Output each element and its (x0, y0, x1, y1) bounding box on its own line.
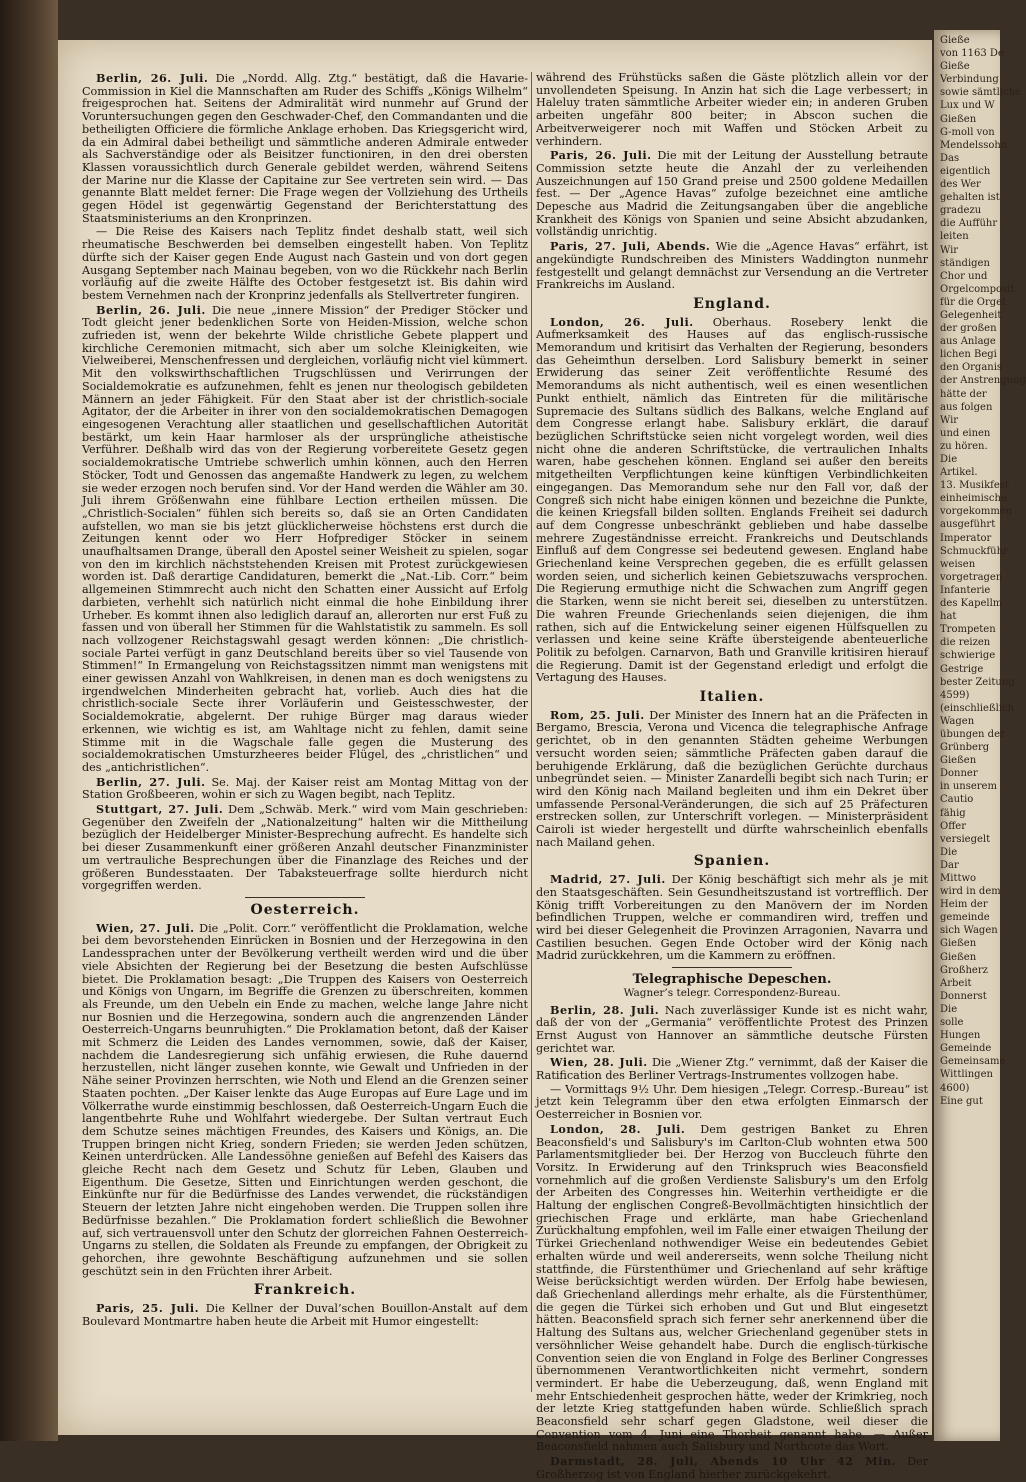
adjacent-page-line: weisen (940, 558, 976, 570)
adjacent-page-line: die reizen (940, 637, 991, 649)
adjacent-page-line: Mittwo (940, 873, 977, 884)
adjacent-page-line: solle (940, 1017, 964, 1029)
adjacent-page-line: leiten (940, 231, 969, 243)
adjacent-page-line: Cautio (940, 794, 974, 806)
adjacent-page-line: die Aufführ (940, 218, 998, 230)
heading-oesterreich: Oesterreich. (250, 902, 360, 918)
adjacent-page-line: des Wer (940, 179, 981, 191)
adjacent-page-line: Imperator (940, 532, 992, 544)
adjacent-page-line: Lux und W (940, 100, 995, 112)
adjacent-page-line: gradezu (940, 205, 982, 217)
adjacent-page-line: hat (940, 611, 957, 623)
adjacent-page-line: vorgetragen (940, 571, 1003, 583)
adjacent-page-line: Gestrige (940, 663, 984, 675)
dateline: Paris, 27. Juli, Abends. (550, 239, 711, 254)
article-paris-25: Paris, 25. Juli. Die Kellner der Duval’schen Bouillon-Anstalt auf dem Boulevard Montmartre haben heute die Arbeit mit Humor eingestellt: (82, 1301, 529, 1328)
adjacent-page-line: Wir (940, 244, 959, 256)
adjacent-page-line: Gemeinde (940, 1043, 992, 1055)
adjacent-page-line: Gießen (940, 755, 977, 767)
adjacent-page-line: für die Orgel (940, 296, 1006, 308)
adjacent-page-line: und einen (940, 427, 991, 439)
adjacent-page-line: Das (940, 152, 960, 164)
article-stuttgart-27: Stuttgart, 27. Juli. Dem „Schwäb. Merk.“ wird vom Main geschrieben: Gegenüber den Zweifeln der „Nationalzeitung“ halten wir die Mittheilung bezüglich der Heidelberger Minister-Besprechung aufrecht. Es handelte sich bei dieser Zusammenkunft einer größeren Anzahl deutscher Finanzminister um vertrauliche Besprechungen über die Finanzlage des Reiches und der größeren Bundesstaaten. Der Tabaksteuerfrage sollte hierdurch nicht vorgegriffen werden. (82, 802, 529, 893)
adjacent-page-line: Heim der (940, 899, 988, 911)
adjacent-page-line: übungen der (940, 728, 1005, 740)
adjacent-page-line: Wittlingen (940, 1069, 993, 1081)
adjacent-page-line: Grünberg (940, 742, 990, 754)
telegram-london-28: London, 28. Juli. Dem gestrigen Banket zu Ehren Beaconsfield's und Salisbury's im Carlton-Club wohnten etwa 500 Parlamentsmitglieder bei. Der Herzog von Buccleuch führte den Vorsitz. In Erwiderung auf den Trinkspruch wies Beaconsfield vornehmlich auf die großen Verdienste Salisbury's um den Erfolg der Arbeiten des Congresses hin. Weiterhin vertheidigte er die Haltung der englischen Congreß-Bevollmächtigten hinsichtlich der griechischen Frage und erklärte, man habe Griechenland Zurückhaltung empfohlen, weil im Falle einer etwaigen Theilung der Türkei Griechenland nothwendiger Weise ein bedeutendes Gebiet erhalten würde und weil andererseits, wenn solche Theilung nicht stattfinde, die Fürstenthümer und Griechenland auf sehr kräftige Weise berücksichtigt werden würden. Der Erfolg habe bewiesen, daß Griechenland allerdings mehr erhalte, als die Fürstenthümer, die gegen die Türkei sich erhoben und Gut und Blut eingesetzt hätten. Beaconsfield sprach sich ferner sehr anerkennend über die Haltung des Sultans aus, welcher Griechenland gegenüber stets in versöhnlicher Weise gehandelt habe. Durch die englisch-türkische Convention seien die von England in Folge des Berliner Congresses übernommenen Verantwortlichkeiten nicht vermehrt, sondern vermindert. Er habe die Ueberzeugung, daß, wenn England mit mehr Entschiedenheit gesprochen hätte, weder der Krimkrieg, noch der letzte Krieg stattgefunden haben würde. Schließlich sprach Beaconsfield sehr scharf gegen Gladstone, weil dieser die Convention vom 4. Juni eine Thorheit genannt habe. — Außer Beaconsfield nahmen auch Salisbury und Northcote das Wort. (536, 1121, 928, 1454)
adjacent-page-line: (einschließlich (940, 702, 1015, 714)
heading-telegraphische-depeschen: Telegraphische Depeschen. (632, 972, 832, 988)
adjacent-page-line: 13. Musikfest (940, 480, 1009, 492)
section-divider (672, 967, 792, 968)
adjacent-page-line: gemeinde (940, 912, 990, 924)
telegram-wien-28: Wien, 28. Juli. Die „Wiener Ztg.“ vernimmt, daß der Kaiser die Ratification des Berliner Vertrags-Instrumentes vollzogen habe. (536, 1055, 928, 1083)
adjacent-page-line: G-moll von (940, 126, 995, 138)
article-berlin-26-havarie: Berlin, 26. Juli. Die „Nordd. Allg. Ztg.“ bestätigt, daß die Havarie-Commission in Kiel die Mannschaften am Ruder des Schiffs „Königs Wilhelm“ freigesprochen hat. Seitens der Admiralität wird nunmehr auf Grund der Voruntersuchungen gegen den Geschwader-Chef, den Commandanten und die betheiligten Officiere die förmliche Anklage erhoben. Das Kriegsgericht wird, da ein Admiral dabei betheiligt und sämmtliche anderen Admirale entweder als Sachverständige oder als Beisitzer functioniren, in den drei obersten Klassen voraussichtlich durch Generale gebildet werden, während Seitens der Marine nur die Klasse der Capitaine zur See vertreten sein wird. — Das genannte Blatt meldet ferner: Die Frage wegen der Vollziehung des Urtheils gegen Hödel ist gegenwärtig Gegenstand der Berichterstattung des Staatsministeriums an den Kronprinzen. (82, 71, 528, 225)
dateline: Berlin, 28. Juli. (550, 1002, 660, 1017)
adjacent-page-line: Die (940, 846, 958, 858)
adjacent-page-line: Gießen (940, 951, 977, 963)
article-rom-25: Rom, 25. Juli. Der Minister des Innern hat an die Präfecten in Bergamo, Brescia, Verona und Vicenca die telegraphische Anfrage gerichtet, ob in den genannten Städten geheime Werbungen versucht worden seien; sämmtliche Präfecten gaben darauf die beruhigende Erklärung, daß die bezüglichen Gerüchte durchaus unbegründet seien. — Minister Zanardelli begibt sich nach Turin; er wird den König nach Mailand begleiten und ihm ein Dekret über umfassende Personal-Veränderungen, die sich auf 25 Präfecturen erstrecken sollen, zur Unterschrift vorlegen. — Ministerpräsident Cairoli ist wieder hergestellt und dürfte wahrscheinlich ebenfalls nach Mailand gehen. (536, 707, 928, 849)
article-wien-27: Wien, 27. Juli. Die „Polit. Corr.“ veröffentlicht die Proklamation, welche bei dem bevorstehenden Einrücken in Bosnien und der Herzegowina in den Landessprachen unter der Bevölkerung vertheilt werden wird und die über viele Absichten der Regierung bei der Besetzung die besten Aufschlüsse bietet. Die Proklamation besagt: „Die Truppen des Kaisers von Oesterreich und Königs von Ungarn, im Begriffe die Grenzen zu überschreiten, kommen als Freunde, um den Uebeln ein Ende zu machen, welche lange Jahre nicht nur Bosnien und die Herzegowina, sondern auch die angrenzenden Länder Oesterreich-Ungarns beunruhigten.“ Die Proklamation betont, daß der Kaiser mit Schmerz die Leiden des Landes vernommen, sowie, daß der Kaiser, nachdem die Landesregierung sich unfähig erwiesen, die Ruhe dauernd herzustellen, nicht länger zusehen konnte, wie Gewalt und Unfrieden in der Nähe seiner Provinzen herrschten, wie Noth und Elend an die Grenzen seiner Staaten pochten. „Der Kaiser lenkte das Auge Europas auf Eure Lage und im Völkerrathe wurde einstimmig beschlossen, daß Oesterreich-Ungarn Euch die langentbehrte Ruhe und Wohlfahrt wiedergebe. Der Sultan vertraut Euch dem Schutze seines mächtigen Freundes, des Kaisers und Königs, an. Die Truppen bringen nicht Krieg, sondern Frieden; sie werden Jeden schützen, Keinen unterdrücken. Alle Landessöhne genießen auf Befehl des Kaisers das gleiche Recht nach dem Gesetz und Schutz für Leben, Glauben und Eigenthum. Die Gesetze, Sitten und Einrichtungen werden geschont, die Einkünfte nur für die Bedürfnisse des Landes verwendet, die rückständigen Steuern der letzten Jahre nicht eingehoben werden. Die Truppen sollen ihre Bedürfnisse bezahlen.“ Die Proklamation fordert schließlich die Bewohner auf, sich vertrauensvoll unter den Schutz der glorreichen Fahnen Oesterreich-Ungarns zu stellen, die Soldaten als Freunde zu empfangen, der Obrigkeit zu gehorchen, ihre gewohnte Beschäftigung aufzunehmen und sie sollen geschützt sein in den Früchten ihrer Arbeit. (82, 920, 528, 1278)
dateline: Rom, 25. Juli. (550, 707, 645, 722)
adjacent-page-line: 4599) (940, 689, 970, 701)
article-paris-26: Paris, 26. Juli. Die mit der Leitung der Ausstellung betraute Commission setzte heute die Anzahl der zu verleihenden Auszeichnungen auf 150 Grand preise und 2500 goldene Medaillen fest. — Der „Agence Havas“ zufolge bezeichnet eine amtliche Depesche aus Madrid die Zeitungsangaben über die angebliche Krankheit des Königs von Spanien und seine Absicht abzudanken, vollständig unrichtig. (536, 148, 928, 239)
adjacent-page-line: den Organis (940, 362, 1003, 374)
adjacent-page-line: Dar (940, 859, 959, 871)
article-london-26: London, 26. Juli. Oberhaus. Rosebery lenkt die Aufmerksamkeit des Hauses auf das englisch-russische Memorandum und kritisirt das Verhalten der Regierung, besonders das Geheimthun derselben. Lord Salisbury bemerkt in seiner Erwiderung das seiner Zeit veröffentlichte Resumé des Memorandums als nicht authentisch, weil es einen wesentlichen Punkt enthielt, nämlich das Eintreten für die militärische Supremacie des Sultans südlich des Balkans, welche England auf dem Congresse erlangt habe. Salisbury erklärt, die darauf bezüglichen Schriftstücke seien nicht vorgelegt worden, weil dies nicht ohne die anderen Schriftstücke, die vertraulichen Inhalts waren, habe geschehen können. England sei außer den bereits mitgetheilten Verpflichtungen keine künftigen Verbindlichkeiten eingegangen. Das Memorandum sehe nur den Fall vor, daß der Congreß sich nicht habe einigen können und bezeichne die Punkte, die keinen Kriegsfall bilden sollten. Englands Freiheit sei dadurch auf dem Congresse unbeschränkt geblieben und habe dasselbe mehrere Zugeständnisse erreicht. Frankreichs und Deutschlands Einfluß auf dem Congresse sei bedeutend gewesen. England habe Griechenland keine Versprechen gegeben, die es erfüllt gelassen worden seien, und sicherlich keinen Gebietszuwachs versprochen. Die Regierung ermuthige nicht die Schwachen zum Angriff gegen die Starken, wenn sie nicht bereit sei, dieselben zu unterstützen. Die wahren Freunde Griechenlands seien diejenigen, die ihm rathen, sich auf die Entwickelung seiner eigenen Hülfsquellen zu verlassen und keine seine Kräfte übersteigende abenteuerliche Politik zu befolgen. Carnarvon, Bath und Granville kritisiren hierauf die Regierung. Damit ist der Gegenstand erledigt und erfolgt die Vertagung des Hauses. (536, 314, 928, 685)
adjacent-page-line: Donner (940, 768, 978, 780)
dateline: London, 28. Juli. (550, 1121, 686, 1136)
adjacent-page-line: der großen (940, 323, 997, 335)
adjacent-page-line: Die (940, 454, 958, 465)
adjacent-page-line: der Anstrengung (940, 375, 1026, 387)
adjacent-page-line: in unserem (940, 781, 997, 793)
telegram-berlin-28: Berlin, 28. Juli. Nach zuverlässiger Kunde ist es nicht wahr, daß der von der „Germania“ veröffentlichte Protest des Prinzen Ernst August von Hannover an sämmtliche deutsche Fürsten gerichtet war. (536, 1002, 928, 1055)
dateline: Wien, 28. Juli. (550, 1055, 648, 1070)
adjacent-page-line: gehalten ist (940, 192, 1000, 204)
adjacent-page-line: Arbeit (940, 977, 972, 989)
adjacent-page-line: fähig (940, 807, 966, 819)
right-column (536, 71, 929, 1481)
adjacent-page-line: ständigen (940, 257, 990, 269)
adjacent-page-line: Verbindung (940, 74, 999, 86)
adjacent-page-line: Gieße (940, 35, 970, 46)
adjacent-page-line: Wir (940, 414, 959, 426)
article-paris-27: Paris, 27. Juli, Abends. Wie die „Agence Havas“ erfährt, ist angekündigte Rundschreiben des Ministers Waddington nunmehr festgestellt und gelangt demnächst zur Versendung an die Vertreter Frankreichs im Ausland. (536, 239, 928, 292)
adjacent-page-line: ausgeführt (940, 519, 996, 531)
adjacent-page-line: eigentlich (940, 165, 991, 177)
adjacent-page-line: zu hören. (940, 440, 988, 452)
dateline: Berlin, 26. Juli. (96, 71, 209, 85)
article-berlin-27-kaiser: Berlin, 27. Juli. Se. Maj. der Kaiser reist am Montag Mittag von der Station Großbeeren, wohin er sich zu Wagen begibt, nach Teplitz. (82, 774, 529, 802)
adjacent-page-line: Gießen (940, 113, 977, 125)
heading-spanien: Spanien. (693, 853, 771, 870)
telegram-darmstadt-28: Darmstadt, 28. Juli, Abends 10 Uhr 42 Min. Der Großherzog ist von England hierher zurückgekehrt. (536, 1454, 929, 1481)
article-madrid-27: Madrid, 27. Juli. Der König beschäftigt sich mehr als je mit den Staatsgeschäften. Sein Gesundheitszustand ist vortrefflich. Der König trifft Vorbereitungen zu den Manövern der im Norden befindlichen Truppen, welche er commandiren wird, treffen und wird bei dieser Gelegenheit die Provinzen Arragonien, Navarra und Castilien besuchen. Gegen Ende October wird der König nach Madrid zurückkehren, um die Kammern zu eröffnen. (536, 872, 928, 963)
adjacent-page-line: vorgekommen (940, 506, 1013, 518)
subheading-correspondenz-bureau: Wagner’s telegr. Correspondenz-Bureau. (623, 986, 841, 999)
adjacent-page-line: Gießen (940, 938, 977, 950)
dateline: Paris, 25. Juli. (96, 1301, 200, 1316)
dateline: London, 26. Juli. (550, 314, 694, 329)
adjacent-page-line: Gemeinsame (940, 1056, 1006, 1068)
dateline: Wien, 27. Juli. (96, 920, 195, 935)
adjacent-page-line: schwierige (940, 650, 996, 662)
adjacent-page-line: Wagen (940, 715, 975, 727)
section-divider (245, 897, 365, 898)
dateline: Berlin, 26. Juli. (96, 302, 206, 317)
dateline: Paris, 26. Juli. (550, 148, 652, 163)
adjacent-page-line: Mendelssohn (940, 139, 1008, 151)
dateline: Berlin, 27. Juli. (96, 774, 206, 789)
adjacent-page-line: Infanterie (940, 584, 991, 596)
adjacent-page-line: Trompeten (940, 624, 996, 636)
adjacent-page-line: aus Anlage (940, 336, 996, 348)
adjacent-page-line: 4600) (940, 1082, 970, 1094)
adjacent-page-line: Artikel. (940, 467, 978, 479)
adjacent-page-line: Die (940, 1003, 958, 1015)
article-kaiser-teplitz: — Die Reise des Kaisers nach Teplitz findet deshalb statt, weil sich rheumatische Beschwerden bei demselben eingestellt haben. Von Teplitz dürfte sich der Kaiser gegen Ende August nach Gastein und von dort gegen Ausgang September nach Mainau begeben, von wo die Rückkehr nach Berlin vorläufig auf die zweite Hälfte des October festgesetzt ist. Bis dahin wird bestem Vernehmen nach der Kronprinz jedenfalls als Stellvertreter fungiren. (82, 225, 528, 302)
heading-frankreich: Frankreich. (253, 1282, 357, 1299)
adjacent-page-line: sich Wagen (940, 925, 998, 937)
adjacent-page-line: von 1163 De (940, 48, 1004, 60)
adjacent-page-line: Gieße (940, 61, 970, 73)
adjacent-page-edge (934, 30, 1026, 1441)
adjacent-page-line: einheimische (940, 493, 1007, 505)
adjacent-page-line: Orgelcomposit (940, 283, 1015, 295)
telegram-wien-vormittags: — Vormittags 9½ Uhr. Dem hiesigen „Telegr. Corresp.-Bureau“ ist jetzt kein Telegramm über den etwa erfolgten Einmarsch der Oesterreicher in Bosnien vor. (536, 1082, 928, 1122)
adjacent-page-line: des Kapellm (940, 598, 1003, 610)
adjacent-page-line: wird in dem (940, 886, 1001, 898)
adjacent-page-line: aus folgen (940, 401, 993, 413)
adjacent-page-line: Donnerst (940, 990, 987, 1002)
book-spine (0, 0, 58, 1441)
adjacent-page-line: Offer (940, 820, 967, 832)
adjacent-page-line: bester Zeitung (940, 676, 1015, 688)
dateline: Darmstadt, 28. Juli, Abends 10 Uhr 42 Min. (550, 1454, 896, 1469)
column-divider (531, 72, 532, 1392)
heading-italien: Italien. (699, 689, 765, 706)
adjacent-page-line: hätte der (940, 388, 987, 400)
article-paris-25-cont: während des Frühstücks saßen die Gäste plötzlich allein vor der unvollendeten Speisung. In Anzin hat sich die Lage verbessert; in Haleluy traten sämmtliche Arbeiter wieder ein; in anderen Gruben arbeiten ungefähr 800 beiter; in Abscon suchen die Arbeitverweigerer noch mit Waffen und Stöcken Arbeit zu verhindern. (536, 71, 928, 148)
dateline: Stuttgart, 27. Juli. (96, 802, 224, 817)
adjacent-page-line: Chor und (940, 270, 988, 282)
adjacent-page-line: sowie sämtliche (940, 87, 1021, 99)
adjacent-page-line: Großherz (940, 964, 988, 976)
dateline: Madrid, 27. Juli. (550, 872, 666, 887)
adjacent-page-line: Schmuckführ (940, 545, 1008, 557)
adjacent-page-line: Hungen (940, 1030, 981, 1042)
left-column (82, 72, 528, 1392)
adjacent-page-line: lichen Begi (940, 349, 997, 361)
adjacent-page-line: Eine gut (940, 1095, 983, 1107)
heading-england: England. (693, 295, 771, 312)
adjacent-page-line: versiegelt (940, 833, 991, 845)
article-berlin-26-innere-mission: Berlin, 26. Juli. Die neue „innere Mission“ der Prediger Stöcker und Todt gleicht jener bedenklichen Sorte von Heiden-Mission, welche schon zufrieden ist, wenn der bekehrte Wilde christliche Gebete plappert und kirchliche Ceremonien mitmacht, sich aber um solche Kleinigkeiten, wie Vielweiberei, Menschenfressen und dergleichen, vorläufig nicht viel kümmert. Mit den volkswirthschaftlichen Trugschlüssen und Verirrungen der Socialdemokratie es aufzunehmen, fehlt es jenen nur theologisch gebildeten Männern an jeder Fähigkeit. Für den Staat aber ist der christlich-sociale Agitator, der die Arbeiter in ihrer von den socialdemokratischen Demagogen eingesogenen Verachtung aller staatlichen und gesellschaftlichen Autorität bestärkt, um kein Haar harmloser als der ursprüngliche atheistische Verführer. Deßhalb wird das von der Regierung vorbereitete Gesetz gegen socialdemokratische Umtriebe schwerlich umhin können, auch den Herren Stöcker, Todt und Genossen das angemaßte Handwerk zu legen, zu welchem sie weder erzogen noch berufen sind. Vor der Hand werden die Wähler am 30. Juli ihrem Größenwahn eine fühlbare Lection ertheilen müssen. Die „Christlich-Socialen“ fühlen sich bereits so, daß sie an Orten Candidaten aufstellen, wo man sie bis jetzt glücklicherweise höchstens erst durch die Zeitungen kennt oder wo Herr Hofprediger Stöcker in seinem unaufhaltsamen Drange, überall den Apostel seiner Weisheit zu spielen, sogar von den im kirchlich nächststehenden Kreisen mit Protest zurückgewiesen worden ist. Daß derartige Candidaturen, bemerkt die „Nat.-Lib. Corr.“ beim allgemeinen Stimmrecht auch nicht den Schatten einer Aussicht auf Erfolg darbieten, verhehlt sich natürlich nicht einmal die hohe Einbildung ihrer Urheber. Es kommt ihnen also lediglich darauf an, allerorten nur erst Fuß zu fassen und von überall her Stimmen für die Wahlstatistik zu sammeln. Es soll nach vollzogener Reichstagswahl gesagt werden können: „Die christlich-sociale Partei verfügt in ganz Deutschland bereits über so viel Tausende von Stimmen!“ In Ermangelung von Reichstagssitzen nimmt man wenigstens mit einer gewissen Anzahl von Wahlkreisen, in denen man es doch wenigstens zu irgendwelchen Minderheiten gebracht hat, vorlieb. Auch dies hat die christlich-sociale Secte ihrer Vorläuferin und Geistesschwester, der Socialdemokratie, abgelernt. Der ruhige Bürger mag daraus wieder erkennen, wie wichtig es ist, am Wahltage nicht zu fehlen, damit seine Stimme mit in die Wagschale falle gegen die Musterung des socialdemokratischen Umsturzheeres beider Flügel, des „christlichen“ und des „antichristlichen“. (82, 302, 529, 774)
adjacent-page-fragments (934, 30, 1026, 1108)
adjacent-page-line: Gelegenheit (940, 309, 1002, 321)
